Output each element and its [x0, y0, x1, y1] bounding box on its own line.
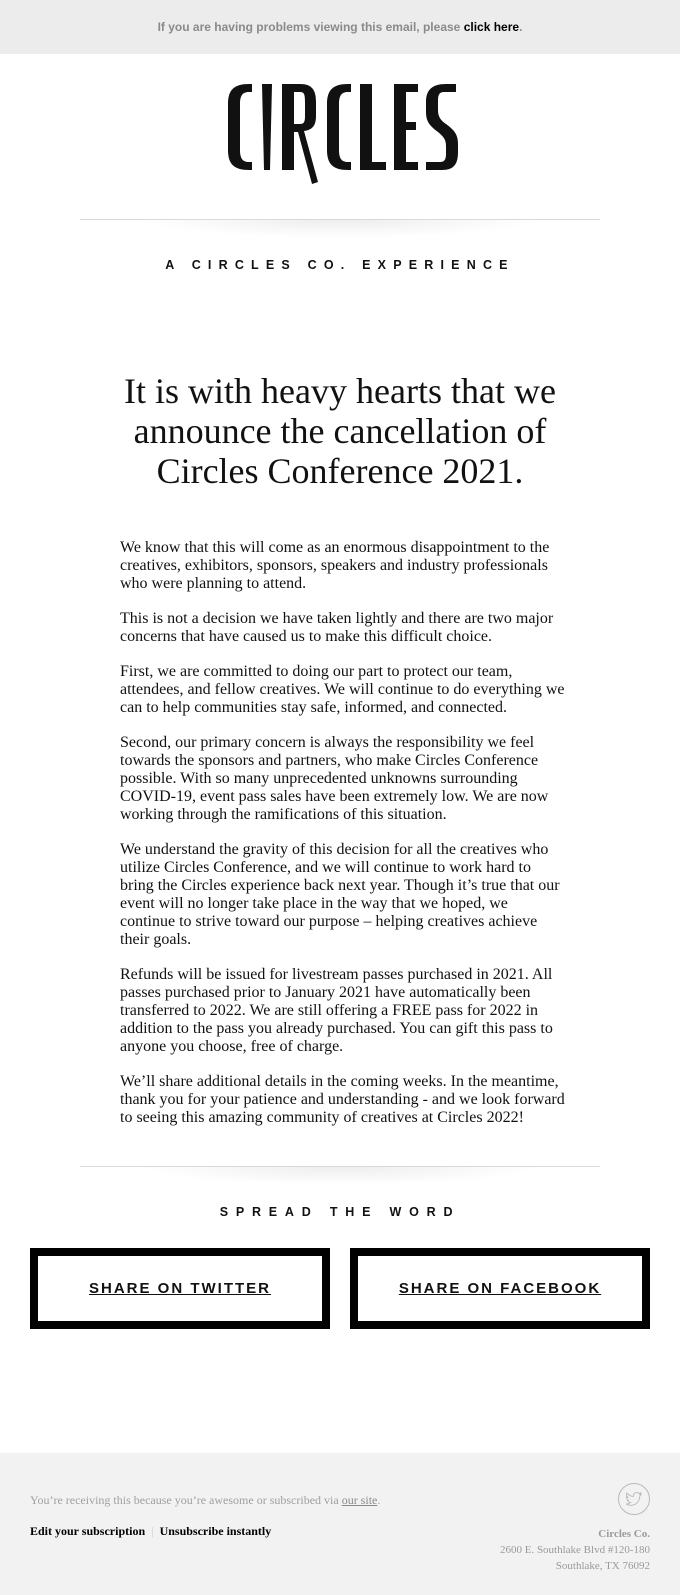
edit-subscription-link[interactable]: Edit your subscription	[30, 1524, 146, 1538]
footer-note	[30, 1493, 380, 1508]
unsubscribe-link[interactable]: Unsubscribe instantly	[159, 1524, 272, 1538]
body-paragraph-2: This is not a decision we have taken lightly and there are two major concerns that have caused us to make this difficult choice.	[120, 610, 554, 645]
header-divider	[80, 219, 600, 220]
share-on-facebook-button[interactable]: SHARE ON FACEBOOK	[350, 1248, 650, 1329]
body-content	[120, 539, 565, 1127]
footer-note-text: You’re receiving this because you’re awesome or subscribed via	[30, 1493, 342, 1507]
twitter-icon[interactable]	[618, 1483, 650, 1515]
spread-the-word-heading: SPREAD THE WORD	[219, 1205, 461, 1219]
footer-separator: |	[151, 1524, 154, 1538]
share-divider	[80, 1166, 600, 1167]
our-site-link[interactable]: our site	[341, 1493, 378, 1507]
body-paragraph-6: Refunds will be issued for livestream passes purchased in 2021. All passes purchased prior to January 2021 have automatically been transferred to 2022. We are still offering a FREE pass for 2022 in addition to the pass you already purchased. You can gift this pass to anyone you choose, free of charge.	[120, 966, 553, 1055]
preheader-suffix: .	[519, 20, 523, 34]
body-paragraph-4: Second, our primary concern is always the responsibility we feel towards the sponsors and partners, who make Circles Conference possible. With so many unprecedented unknowns surrounding COVID-19, event pass sales have been extremely low. We are now working through the ramifications of this situation.	[120, 734, 549, 823]
body-paragraph-7: We’ll share additional details in the coming weeks. In the meantime, thank you for your patience and understanding - and we look forward to seeing this amazing community of creatives at Circles 2022!	[120, 1073, 565, 1126]
logo	[0, 54, 680, 219]
body-paragraph-3: First, we are committed to doing our part to protect our team, attendees, and fellow creatives. We will continue to do everything we can to help communities stay safe, informed, and connected.	[120, 663, 565, 716]
address-line-2: Southlake, TX 76092	[555, 1560, 650, 1572]
company-name: Circles Co.	[598, 1528, 650, 1540]
circles-logo-icon	[220, 82, 460, 192]
footer-links	[30, 1524, 271, 1539]
click-here-link[interactable]: click here	[463, 20, 520, 34]
company-address	[500, 1526, 650, 1574]
footer-note-suffix: .	[377, 1493, 381, 1507]
address-line-1: 2600 E. Southlake Blvd #120-180	[499, 1544, 650, 1556]
preheader-text: If you are having problems viewing this email, please	[157, 20, 461, 34]
share-on-twitter-button[interactable]: SHARE ON TWITTER	[30, 1248, 330, 1329]
body-paragraph-1: We know that this will come as an enormous disappointment to the creatives, exhibitors, sponsors, speakers and industry professionals who were planning to attend.	[120, 539, 550, 592]
share-buttons	[30, 1248, 650, 1329]
footer	[0, 1453, 680, 1595]
tagline: A CIRCLES CO. EXPERIENCE	[165, 258, 515, 272]
headline: It is with heavy hearts that we announce the cancellation of Circles Conference 2021.	[124, 371, 556, 491]
body-paragraph-5: We understand the gravity of this decision for all the creatives who utilize Circles Conference, and we will continue to work hard to bring the Circles experience back next year. Though it’s true that our event will no longer take place in the way that we hoped, we continue to strive toward our purpose – helping creatives achieve their goals.	[120, 841, 560, 948]
preheader-bar	[0, 0, 680, 54]
